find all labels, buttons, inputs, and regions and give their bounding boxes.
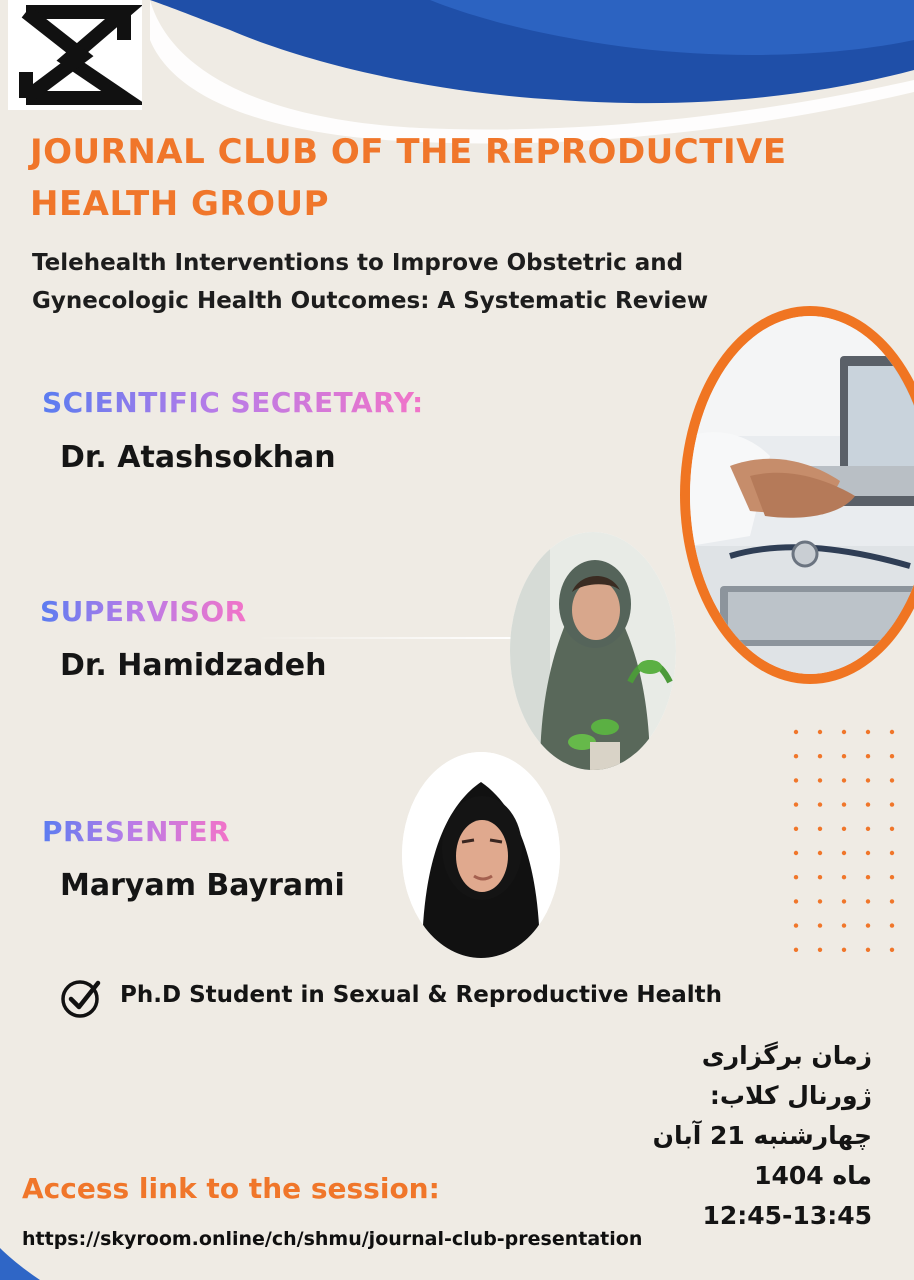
session-schedule — [572, 1036, 872, 1236]
presenter-portrait-image — [402, 752, 560, 958]
decorative-dot — [818, 827, 822, 831]
decorative-dot-grid — [790, 728, 914, 954]
decorative-dot — [818, 730, 822, 734]
schedule-line-2: ژورنال کلاب: — [709, 1081, 872, 1110]
decorative-dot — [842, 948, 846, 952]
corner-wave — [0, 1248, 40, 1280]
decorative-dot — [794, 778, 798, 782]
page-title — [30, 126, 830, 230]
decorative-dot — [866, 875, 870, 879]
schedule-date-line: چهارشنبه 21 آبان — [652, 1121, 872, 1150]
decorative-dot — [866, 754, 870, 758]
decorative-dot — [866, 730, 870, 734]
role-presenter: PRESENTER — [42, 815, 231, 848]
presenter-credential: Ph.D Student in Sexual & Reproductive Health — [120, 982, 723, 1008]
decorative-dot — [866, 899, 870, 903]
session-link[interactable]: https://skyroom.online/ch/shmu/journal-club-presentation — [22, 1228, 643, 1250]
doctor-laptop-image — [690, 316, 914, 674]
decorative-dot — [890, 948, 894, 952]
check-circle-icon — [60, 977, 102, 1019]
subtitle-line-2: Gynecologic Health Outcomes: A Systematic Review — [32, 288, 709, 314]
decorative-dot — [890, 778, 894, 782]
decorative-dot — [866, 802, 870, 806]
decorative-dot — [842, 730, 846, 734]
decorative-dot — [818, 923, 822, 927]
decorative-dot — [794, 851, 798, 855]
title-line-2: HEALTH GROUP — [30, 184, 330, 224]
decorative-dot — [842, 754, 846, 758]
logo-icon — [8, 0, 142, 110]
decorative-dot — [818, 875, 822, 879]
decorative-dot — [842, 778, 846, 782]
title-line-1: JOURNAL CLUB OF THE REPRODUCTIVE — [30, 132, 787, 172]
decorative-dot — [818, 948, 822, 952]
decorative-dot — [866, 827, 870, 831]
decorative-dot — [866, 923, 870, 927]
supervisor-portrait-image — [510, 532, 676, 770]
decorative-dot — [890, 730, 894, 734]
decorative-dot — [842, 802, 846, 806]
decorative-dot — [890, 875, 894, 879]
decorative-dot — [794, 754, 798, 758]
supervisor-photo — [510, 532, 676, 770]
decorative-dot — [794, 948, 798, 952]
decorative-dot — [866, 778, 870, 782]
decorative-dot — [890, 899, 894, 903]
name-presenter: Maryam Bayrami — [60, 868, 345, 903]
decorative-dot — [818, 778, 822, 782]
decorative-dot — [842, 923, 846, 927]
decorative-dot — [818, 899, 822, 903]
subtitle-line-1: Telehealth Interventions to Improve Obstetric and — [32, 250, 684, 276]
decorative-dot — [818, 851, 822, 855]
decorative-dot — [842, 899, 846, 903]
decorative-dot — [890, 827, 894, 831]
decorative-dot — [842, 827, 846, 831]
decorative-dot — [794, 827, 798, 831]
decorative-dot — [842, 875, 846, 879]
name-scientific-secretary: Dr. Atashsokhan — [60, 440, 336, 475]
decorative-dot — [818, 802, 822, 806]
university-logo — [8, 0, 142, 110]
decorative-dot — [866, 851, 870, 855]
article-title — [32, 244, 832, 320]
medical-photo — [680, 306, 914, 684]
schedule-time: 12:45-13:45 — [702, 1201, 872, 1230]
access-link-label: Access link to the session: — [22, 1172, 440, 1205]
decorative-dot — [890, 851, 894, 855]
role-scientific-secretary: SCIENTIFIC SECRETARY: — [42, 386, 424, 419]
decorative-dot — [890, 754, 894, 758]
decorative-dot — [794, 802, 798, 806]
decorative-dot — [842, 851, 846, 855]
role-supervisor: SUPERVISOR — [40, 595, 247, 628]
presenter-photo — [402, 752, 560, 958]
decorative-dot — [890, 923, 894, 927]
schedule-month-year: ماه 1404 — [754, 1161, 872, 1190]
decorative-dot — [794, 875, 798, 879]
decorative-dot — [866, 948, 870, 952]
decorative-dot — [818, 754, 822, 758]
decorative-dot — [794, 730, 798, 734]
decorative-line — [255, 637, 525, 639]
decorative-dot — [890, 802, 894, 806]
schedule-line-1: زمان برگزاری — [701, 1041, 872, 1070]
decorative-dot — [794, 923, 798, 927]
name-supervisor: Dr. Hamidzadeh — [60, 648, 327, 683]
decorative-dot — [794, 899, 798, 903]
